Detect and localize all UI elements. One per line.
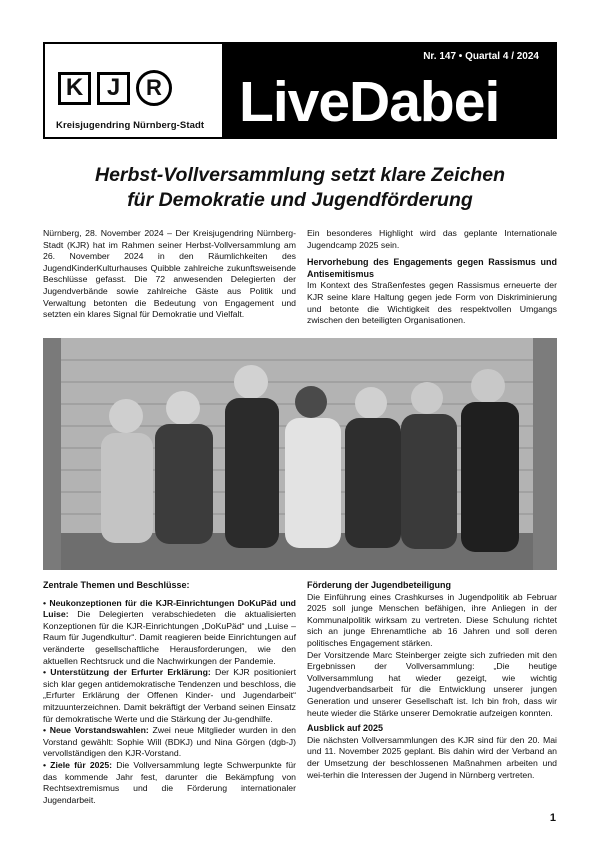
group-photo-illustration <box>43 338 557 570</box>
title-block <box>222 44 555 137</box>
article-headline <box>0 163 600 213</box>
kjr-logo <box>45 44 222 137</box>
logo-letter-k: K <box>58 72 91 105</box>
topic-label: • Neukonzeptionen für die KJR-Einrichtungen DoKuPäd und Luise: <box>43 597 296 620</box>
intro-left-column <box>43 228 296 325</box>
topic-text: Die Delegierten verabschiedeten die aktualisierten Konzeptionen für die KJR-Einrichtungen „DoKuPäd“ und „Luise – Raum für Jugendkultur“. Damit reagieren beide Einrichtungen auf veränderte gesellschaftliche Herausforderungen, wie den aktuellen Rechtsruck und die Nachwirkungen der Pandemie. <box>43 609 296 666</box>
topic-text: Die Vollversammlung legte Schwerpunkte für das kommende Jahr fest, darunter die Bekämpfung von Rechtsextremismus und die Förderung internationaler Jugendarbeit. <box>43 759 297 805</box>
topics-column <box>43 580 296 806</box>
topic-label: • Unterstützung der Erfurter Erklärung: <box>43 667 211 678</box>
topic-label: • Ziele für 2025: <box>43 759 113 770</box>
topic-item <box>43 598 296 668</box>
chairman-quote: Der Vorsitzende Marc Steinberger zeigte sich zufrieden mit den Ergebnissen der Vollversammlung: „Die heutige Vollversammlung hat wieder gezeigt, wie wichtig Jugendverbandsarbeit für die Entwicklung unserer jungen Generation und unserer Gesellschaft ist. Ich bin froh, dass wir heute wieder die Stärke unserer Demokratie aufzeigen konnten. <box>307 649 557 718</box>
highlight-paragraph: Ein besonderes Highlight wird das geplante Internationale Jugendcamp 2025 sein. <box>307 228 557 250</box>
masthead <box>43 42 557 139</box>
page-number: 1 <box>549 812 556 824</box>
outlook-paragraph: Die nächsten Vollversammlungen des KJR sind für den 20. Mai und 11. November 2025 geplant. Bis dahin wird der Verband an der Umsetzung der beschlossenen Maßnahmen arbeiten und wei-terhin die Interessen der Jugend in Nürnberg vertreten. <box>307 734 557 780</box>
topic-label: • Neue Vorstandswahlen: <box>43 725 149 736</box>
topics-heading: Zentrale Themen und Beschlüsse: <box>43 580 190 590</box>
logo-letter-j: J <box>97 72 130 105</box>
topic-item <box>43 667 296 725</box>
topic-item <box>43 760 296 806</box>
outlook-heading: Ausblick auf 2025 <box>307 723 384 734</box>
headline-line-2: für Demokratie und Jugendförderung <box>127 189 473 211</box>
issue-number: Nr. 147 • Quartal 4 / 2024 <box>423 51 539 62</box>
group-photo <box>43 338 557 570</box>
racism-paragraph: Im Kontext des Straßenfestes gegen Rassismus erneuerte der KJR seine klare Haltung gegen jede Form von Diskriminierung und betonte die Wichtigkeit des respektvollen Umgangs zwischen den beteiligten Organisationen. <box>307 280 557 326</box>
participation-heading: Förderung der Jugendbeteiligung <box>307 580 451 590</box>
intro-right-column <box>307 228 557 331</box>
intro-paragraph: Nürnberg, 28. November 2024 – Der Kreisjugendring Nürnberg-Stadt (KJR) hat im Rahmen seiner Herbst-Vollversammlung am 26. November 2024 in den Räumlichkeiten des JugendKinderKulturhauses Quibble zahlreiche zukunftsweisende Beschlüsse gefasst. Die 72 anwesenden Delegierten der Jugendverbände sowie zahlreiche Gäste aus Politik und Verwaltung betonten die Bedeutung von Engagement und setzten ein klares Signal für Demokratie und Vielfalt. <box>43 228 296 320</box>
topic-item <box>43 725 296 760</box>
participation-paragraph: Die Einführung eines Crashkurses in Jugendpolitik ab Februar 2025 soll junge Menschen befähigen, ihre Anliegen in der Kommunalpolitik wirksam zu vertreten. Diese Schulung richtet sich an junge Ehrenamtliche ab 16 Jahren und soll deren politisches Engagement stärken. <box>307 591 557 648</box>
logo-letter-r: R <box>136 70 172 106</box>
topic-text: Zwei neue Mitglieder wurden in den Vorstand gewählt: Sophie Will (BDKJ) und Nina Görgen (dgb-J) vervollständigen den KJR-Vorstand. <box>43 725 296 759</box>
newsletter-title: LiveDabei <box>239 70 500 134</box>
participation-column <box>307 580 557 785</box>
topic-text: Der KJR positioniert sich klar gegen antidemokratische Tendenzen und beschloss, die „Erfurter Erklärung der Offenen Kinder- und Jugendarbeit“ mitzuunterzeichnen. Damit bekräftigt der Verband seinen Einsatz für demokratische Werte und die Stärkung der Ju-gendhilfe. <box>43 667 296 724</box>
org-name: Kreisjugendring Nürnberg-Stadt <box>56 120 205 131</box>
section-heading: Hervorhebung des Engagements gegen Rassismus und Antisemitismus <box>307 257 557 279</box>
headline-line-1: Herbst-Vollversammlung setzt klare Zeichen <box>95 164 505 186</box>
